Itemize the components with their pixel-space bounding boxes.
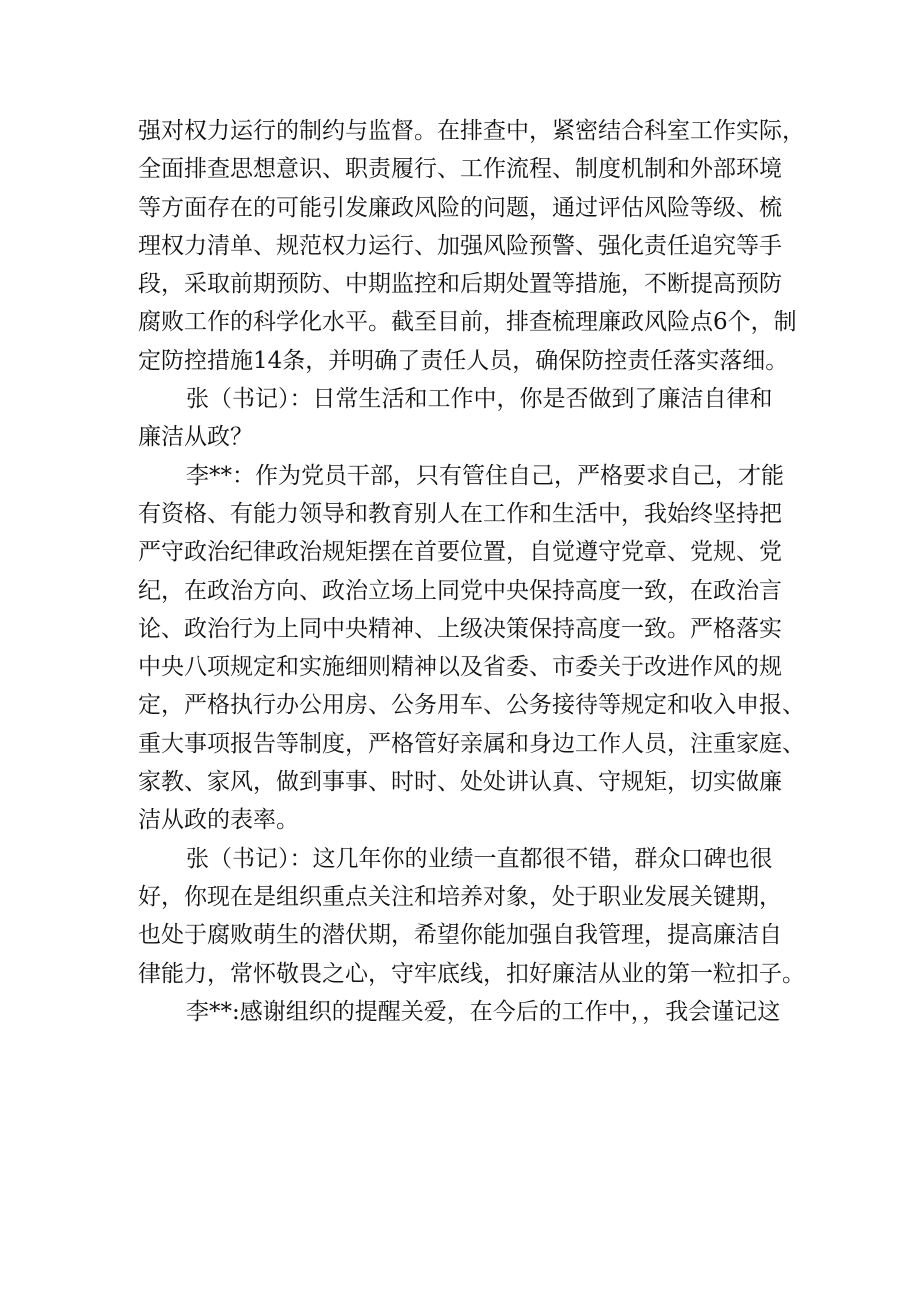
text-line: 等方面存在的可能引发廉政风险的问题，通过评估风险等级、梳 (138, 194, 782, 221)
document-body (138, 112, 805, 1031)
text-line: 严守政治纪律政治规矩摆在首要位置，自觉遵守党章、党规、党 (138, 539, 782, 566)
text-line: 理权力清单、规范权力运行、加强风险预警、强化责任追究等手 (138, 232, 782, 259)
text-line: 李**：作为党员干部，只有管住自己，严格要求自己，才能 (186, 462, 784, 489)
text-line: 有资格、有能力领导和教育别人在工作和生活中，我始终坚持把 (138, 500, 782, 527)
text-line: 定，严格执行办公用房、公务用车、公务接待等规定和收入申报、 (138, 692, 805, 719)
text-line: 强对权力运行的制约与监督。在排查中，紧密结合科室工作实际， (138, 118, 805, 144)
text-line: 段，采取前期预防、中期监控和后期处置等措施，不断提高预防 (138, 271, 782, 298)
text-line: 张（书记）：日常生活和工作中，你是否做到了廉洁自律和 (186, 386, 773, 413)
text-line: 腐败工作的科学化水平。截至目前，排查梳理廉政风险点6个，制 (138, 309, 797, 336)
text-line: 重大事项报告等制度，严格管好亲属和身边工作人员，注重家庭、 (138, 730, 805, 757)
text-line: 张（书记）：这几年你的业绩一直都很不错，群众口碑也很 (186, 845, 773, 872)
text-line: 好，你现在是组织重点关注和培养对象，处于职业发展关键期， (138, 883, 782, 910)
text-line: 洁从政的表率。 (138, 807, 299, 834)
text-line: 论、政治行为上同中央精神、上级决策保持高度一致。严格落实 (138, 615, 782, 642)
text-line: 全面排查思想意识、职责履行、工作流程、制度机制和外部环境 (138, 156, 782, 183)
text-line: 中央八项规定和实施细则精神以及省委、市委关于改进作风的规 (138, 654, 782, 681)
text-line: 律能力，常怀敬畏之心，守牢底线，扣好廉洁从业的第一粒扣子。 (138, 960, 805, 987)
text-line: 纪，在政治方向、政治立场上同党中央保持高度一致，在政治言 (138, 577, 782, 604)
text-line: 家教、家风，做到事事、时时、处处讲认真、守规矩，切实做廉 (138, 769, 782, 796)
text-line: 定防控措施14条，并明确了责任人员，确保防控责任落实落细。 (138, 347, 789, 374)
text-line: 也处于腐败萌生的潜伏期，希望你能加强自我管理，提高廉洁自 (138, 922, 782, 949)
text-line: 廉洁从政？ (138, 424, 253, 451)
text-line: 李**:感谢组织的提醒关爱，在今后的工作中，，我会谨记这 (186, 998, 781, 1025)
